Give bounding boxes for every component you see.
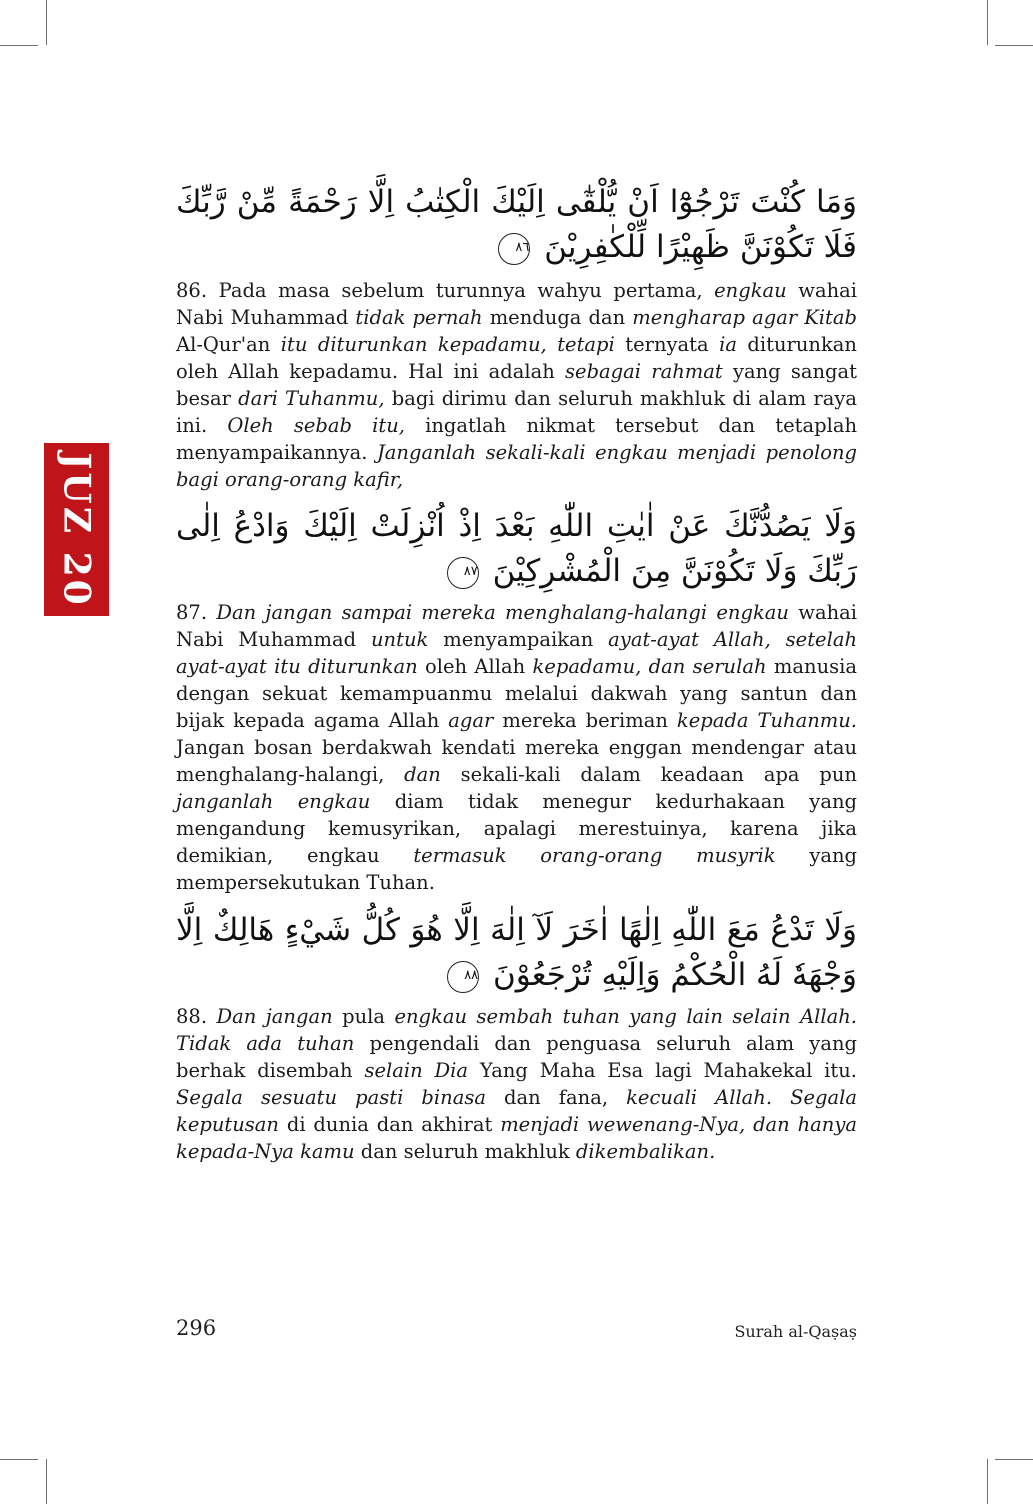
- translation-italic-run: itu diturunkan kepadamu, tetapi: [280, 333, 615, 356]
- arabic-verse-86: [176, 180, 857, 270]
- translation-run: yang sangat besar: [176, 360, 857, 410]
- juz-tab-label: JUZ 20: [55, 451, 98, 608]
- translation-italic-run: dari Tuhanmu,: [238, 387, 385, 410]
- translation-run: 87.: [176, 601, 217, 624]
- translation-italic-run: Segala sesuatu pasti binasa: [176, 1086, 486, 1109]
- translation-italic-run: janganlah engkau: [176, 790, 371, 813]
- ayah-number-marker: ٨٦: [498, 233, 530, 265]
- translation-italic-run: engkau: [714, 279, 787, 302]
- crop-mark: [0, 45, 38, 46]
- translation-run: sekali-kali dalam keadaan apa pun: [440, 763, 857, 786]
- translation-run: 88.: [176, 1005, 217, 1028]
- translation-run: diam tidak menegur kedurhakaan yang mengandung kemusyrikan, apalagi merestuinya, karena jika demikian, engkau: [176, 790, 857, 867]
- translation-italic-run: kepadamu, dan serulah: [532, 655, 767, 678]
- arabic-text: وَلَا يَصُدُّنَّكَ عَنْ اٰيٰتِ اللّٰهِ بَعْدَ اِذْ اُنْزِلَتْ اِلَيْكَ وَادْعُ اِلٰى رَبِّكَ وَلَا تَكُوْنَنَّ مِنَ الْمُشْرِكِيْنَ: [176, 508, 857, 589]
- translation-italic-run: sebagai rahmat: [565, 360, 723, 383]
- translation-italic-run: dikembalikan.: [575, 1140, 716, 1163]
- translation-run: diturunkan oleh Allah kepadamu. Hal ini adalah: [176, 333, 857, 383]
- translation-italic-run: Janganlah sekali-kali engkau menjadi penolong bagi orang-orang kafir,: [176, 441, 857, 491]
- arabic-verse-87: [176, 504, 857, 594]
- translation-run: ingatlah nikmat tersebut dan tetaplah menyampaikannya.: [176, 414, 857, 464]
- translation-italic-run: agar: [448, 709, 494, 732]
- ayah-number-marker: ٨٧: [447, 557, 479, 589]
- translation-run: bagi dirimu dan seluruh makhluk di alam raya ini.: [176, 387, 857, 437]
- translation-run: Al-Qur'an: [176, 333, 281, 356]
- crop-mark: [46, 0, 47, 45]
- ayah-number-marker: ٨٨: [447, 961, 479, 993]
- translation-run: di dunia dan akhirat: [278, 1113, 501, 1136]
- page-number: 296: [176, 1316, 217, 1340]
- translation-run: ternyata: [614, 333, 720, 356]
- translation-verse-87: [176, 599, 857, 896]
- translation-italic-run: Dan jangan sampai mereka menghalang-halangi engkau: [216, 601, 789, 624]
- translation-run: dan fana,: [485, 1086, 627, 1109]
- translation-italic-run: untuk: [370, 628, 429, 651]
- arabic-verse-88: [176, 908, 857, 998]
- translation-italic-run: ia: [719, 333, 737, 356]
- juz-tab: [44, 443, 109, 616]
- translation-verse-88: [176, 1003, 857, 1165]
- translation-verse-86: [176, 277, 857, 493]
- translation-italic-run: ayat-ayat Allah, setelah ayat-ayat itu diturunkan: [176, 628, 858, 678]
- translation-italic-run: tidak pernah: [355, 306, 483, 329]
- translation-run: 86. Pada masa sebelum turunnya wahyu pertama,: [176, 279, 715, 302]
- translation-italic-run: Oleh sebab itu,: [227, 414, 405, 437]
- translation-italic-run: engkau sembah tuhan yang lain selain Allah. Tidak ada tuhan: [176, 1005, 858, 1055]
- translation-italic-run: kepada Tuhanmu.: [676, 709, 857, 732]
- crop-mark: [0, 1459, 38, 1460]
- translation-run: menyampaikan: [428, 628, 609, 651]
- crop-mark: [987, 1459, 988, 1504]
- translation-italic-run: Dan jangan: [216, 1005, 333, 1028]
- crop-mark: [987, 0, 988, 45]
- translation-run: wahai Nabi Muhammad: [176, 601, 858, 651]
- translation-run: Jangan bosan berdakwah kendati mereka enggan mendengar atau menghalang-halangi,: [176, 736, 857, 786]
- crop-mark: [46, 1459, 47, 1504]
- crop-mark: [995, 1459, 1033, 1460]
- translation-run: mereka beriman: [493, 709, 677, 732]
- translation-run: Yang Maha Esa lagi Mahakekal itu.: [468, 1059, 858, 1082]
- translation-italic-run: kecuali Allah. Segala keputusan: [176, 1086, 858, 1136]
- translation-italic-run: mengharap agar Kitab: [632, 306, 857, 329]
- translation-italic-run: selain Dia: [364, 1059, 469, 1082]
- arabic-text: وَمَا كُنْتَ تَرْجُوْٓا اَنْ يُّلْقٰٓى اِلَيْكَ الْكِتٰبُ اِلَّا رَحْمَةً مِّنْ رَّبِّكَ فَلَا تَكُوْنَنَّ ظَهِيْرًا لِّلْكٰفِرِيْنَ: [176, 184, 857, 265]
- translation-run: menduga dan: [482, 306, 633, 329]
- translation-run: pengendali dan penguasa seluruh alam yang berhak disembah: [176, 1032, 857, 1082]
- translation-run: dan seluruh makhluk: [354, 1140, 576, 1163]
- translation-run: oleh Allah: [417, 655, 533, 678]
- translation-run: yang mempersekutukan Tuhan.: [176, 844, 857, 894]
- translation-italic-run: termasuk orang-orang musyrik: [413, 844, 776, 867]
- translation-run: wahai Nabi Muhammad: [176, 279, 857, 329]
- translation-italic-run: menjadi wewenang-Nya, dan hanya kepada-Nya kamu: [176, 1113, 857, 1163]
- translation-run: manusia dengan sekuat kemampuanmu melalui dakwah yang santun dan bijak kepada agama Allah: [176, 655, 857, 732]
- translation-italic-run: dan: [404, 763, 441, 786]
- arabic-text: وَلَا تَدْعُ مَعَ اللّٰهِ اِلٰهًا اٰخَرَ لَآ اِلٰهَ اِلَّا هُوَ كُلُّ شَيْءٍ هَالِكٌ اِلَّا وَجْهَهٗ لَهُ الْحُكْمُ وَاِلَيْهِ تُرْجَعُوْنَ: [176, 912, 857, 993]
- crop-mark: [995, 45, 1033, 46]
- translation-run: pula: [332, 1005, 395, 1028]
- running-footer-surah: Surah al-Qaṣaṣ: [734, 1322, 857, 1341]
- page-content: [176, 180, 857, 1165]
